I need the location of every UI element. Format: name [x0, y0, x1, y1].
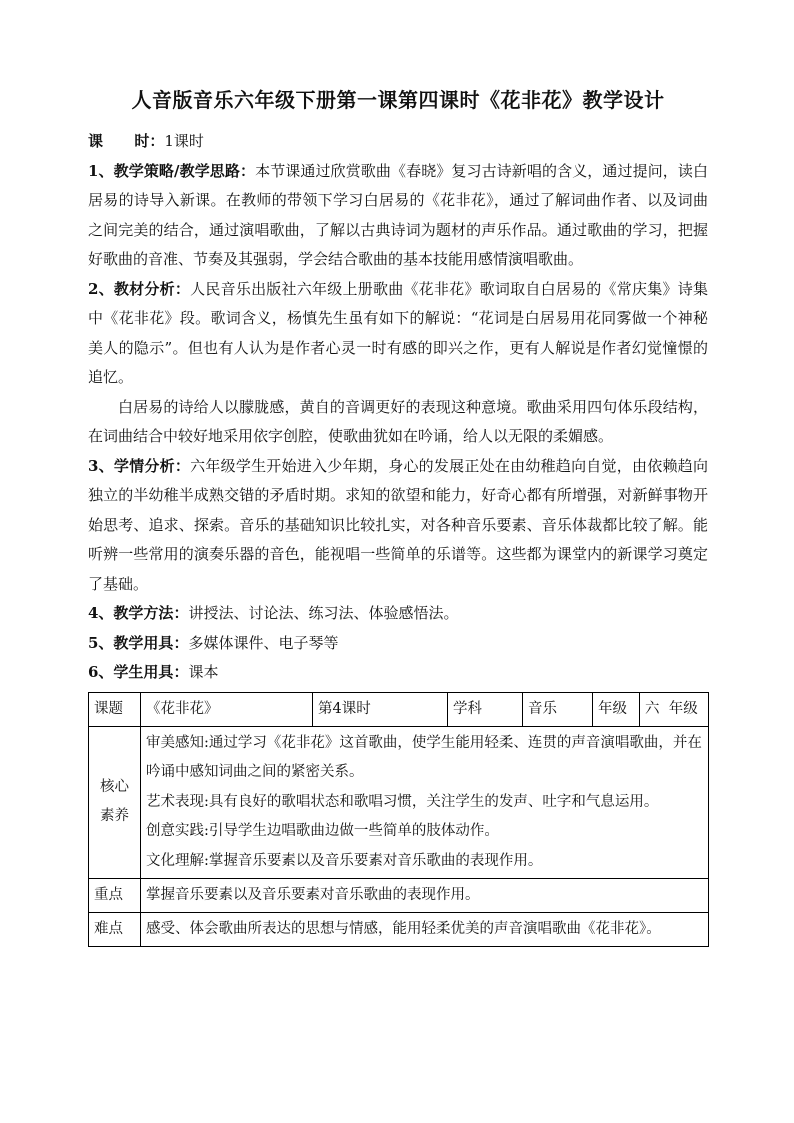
core-content-cell — [141, 726, 709, 879]
table-row-header — [89, 692, 709, 726]
lesson-time-value: 1课时 — [164, 132, 204, 150]
difficulty-content-cell: 感受、体会歌曲所表达的思想与情感，能用轻柔优美的声音演唱歌曲《花非花》。 — [141, 913, 709, 947]
section-material-label: 2、教材分析： — [88, 279, 191, 298]
section-strategy-text: 本节课通过欣赏歌曲《春晓》复习古诗新唱的含义，通过提问，读白居易的诗导入新课。在教师的带领下学习白居易的《花非花》，通过了解词曲作者、以及词曲之间完美的结合，通过演唱歌曲，了解以古典诗词为题材的声乐作品。通过歌曲的学习，把握好歌曲的音准、节奏及其强弱，学会结合歌曲的基本技能用感情演唱歌曲。 — [88, 161, 708, 268]
topic-value-cell: 《花非花》 — [141, 692, 313, 726]
section-students-text: 六年级学生开始进入少年期，身心的发展正处在由幼稚趋向自觉，由依赖趋向独立的半幼稚半成熟交错的矛盾时期。求知的欲望和能力，好奇心都有所增强，对新鲜事物开始思考、追求、探索。音乐的基础知识比较扎实，对各种音乐要素、音乐体裁都比较了解。能听辨一些常用的演奏乐器的音色，能视唱一些简单的乐谱等。这些都为课堂内的新课学习奠定了基础。 — [88, 456, 708, 593]
subject-label-cell: 学科 — [448, 692, 523, 726]
section-methods-text: 讲授法、讨论法、练习法、体验感悟法。 — [188, 604, 459, 622]
key-point-label-cell: 重点 — [89, 879, 141, 913]
section-teaching-tools-label: 5、教学用具： — [88, 633, 189, 652]
document-title: 人音版音乐六年级下册第一课第四课时《花非花》教学设计 — [131, 88, 665, 112]
section-material-extra: 白居易的诗给人以朦胧感，黄自的音调更好的表现这种意境。歌曲采用四句体乐段结构，在词曲结合中较好地采用依字创腔，使歌曲犹如在吟诵，给人以无限的柔媚感。 — [88, 397, 708, 445]
section-strategy-label: 1、教学策略/教学思路： — [88, 161, 256, 180]
section-student-tools — [88, 658, 708, 688]
lesson-time-label: 课 时： — [88, 132, 165, 150]
core-item-aesthetic: 审美感知:通过学习《花非花》这首歌曲，使学生能用轻柔、连贯的声音演唱歌曲，并在吟诵中感知词曲之间的紧密关系。 — [146, 734, 702, 780]
core-label-cell: 核心素养 — [89, 726, 141, 879]
lesson-time-line — [88, 127, 708, 157]
core-item-expression: 艺术表现:具有良好的歌唱状态和歌唱习惯，关注学生的发声、吐字和气息运用。 — [146, 793, 659, 810]
core-item-culture: 文化理解:掌握音乐要素以及音乐要素对音乐歌曲的表现作用。 — [146, 852, 543, 869]
grade-value-cell: 六 年级 — [640, 692, 709, 726]
lesson-table — [88, 692, 709, 948]
section-students-label: 3、学情分析： — [88, 456, 191, 475]
table-row-difficulty — [89, 913, 709, 947]
section-material — [88, 275, 708, 393]
grade-label-cell: 年级 — [593, 692, 640, 726]
section-students — [88, 452, 708, 600]
table-row-core — [89, 726, 709, 879]
key-point-content-cell: 掌握音乐要素以及音乐要素对音乐歌曲的表现作用。 — [141, 879, 709, 913]
core-item-creative: 创意实践:引导学生边唱歌曲边做一些简单的肢体动作。 — [146, 823, 499, 839]
section-methods — [88, 599, 708, 629]
section-student-tools-text: 课本 — [188, 663, 219, 681]
document-page — [88, 84, 708, 947]
topic-label-cell: 课题 — [89, 692, 141, 726]
section-methods-label: 4、教学方法： — [88, 604, 189, 622]
section-material-text: 人民音乐出版社六年级上册歌曲《花非花》歌词取自白居易的《常庆集》诗集中《花非花》段。歌词含义，杨慎先生虽有如下的解说：“花词是白居易用花同雾做一个神秘美人的隐示”。但也有人认为是作者心灵一时有感的即兴之作，更有人解说是作者幻觉憧憬的追忆。 — [88, 279, 708, 386]
section-strategy — [88, 157, 708, 275]
subject-value-cell: 音乐 — [523, 692, 593, 726]
difficulty-label-cell: 难点 — [89, 913, 141, 947]
section-teaching-tools — [88, 629, 708, 659]
section-student-tools-label: 6、学生用具： — [88, 663, 189, 681]
table-row-key-point — [89, 879, 709, 913]
section-teaching-tools-text: 多媒体课件、电子琴等 — [188, 633, 339, 652]
period-cell: 第4课时 — [313, 692, 448, 726]
